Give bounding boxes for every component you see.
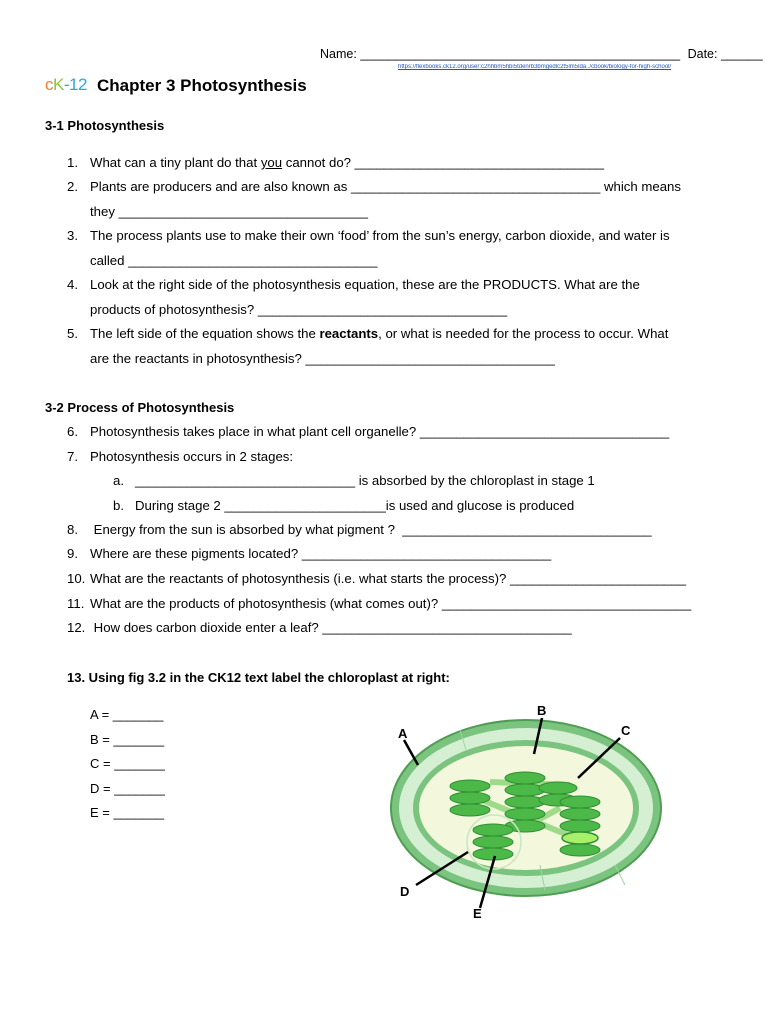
label-c-blank[interactable]: C = _______ bbox=[90, 756, 165, 771]
question-continuation[interactable]: called __________________________________ bbox=[90, 252, 378, 268]
question-text[interactable]: Plants are producers and are also known as __________________________________ which means bbox=[90, 179, 681, 194]
question-11 bbox=[67, 592, 692, 617]
diagram-letter-d: D bbox=[400, 884, 410, 899]
question-underlined-word: you bbox=[260, 155, 283, 170]
question-4 bbox=[67, 273, 640, 317]
question-continuation[interactable]: they __________________________________ bbox=[90, 203, 368, 219]
diagram-letter-c: C bbox=[621, 723, 631, 738]
question-number: 9. bbox=[67, 546, 78, 561]
question-1 bbox=[67, 151, 605, 176]
label-a-blank[interactable]: A = _______ bbox=[90, 707, 164, 722]
question-text: Photosynthesis occurs in 2 stages: bbox=[90, 449, 294, 464]
chloroplast-diagram bbox=[380, 690, 680, 930]
question-bold-word: reactants bbox=[319, 326, 379, 341]
question-number: 11. bbox=[67, 596, 85, 611]
page-title: Chapter 3 Photosynthesis bbox=[97, 76, 307, 95]
label-b-blank[interactable]: B = _______ bbox=[90, 732, 165, 747]
question-text[interactable]: What are the reactants of photosynthesis (i.e. what starts the process)? ________________________ bbox=[90, 571, 687, 586]
question-number: 5. bbox=[67, 326, 78, 341]
question-number: 1. bbox=[67, 155, 78, 170]
section-heading-3-1: 3-1 Photosynthesis bbox=[45, 118, 165, 133]
question-2 bbox=[67, 175, 681, 219]
question-number: 10. bbox=[67, 571, 86, 586]
question-text: Look at the right side of the photosynthesis equation, these are the PRODUCTS. What are the bbox=[90, 277, 640, 292]
question-12 bbox=[67, 616, 572, 641]
diagram-letter-e: E bbox=[473, 906, 482, 921]
question-text[interactable]: Photosynthesis takes place in what plant cell organelle? __________________________________ bbox=[90, 424, 670, 439]
name-blank[interactable]: ______________________________________________ bbox=[360, 47, 681, 61]
diagram-letter-b: B bbox=[537, 703, 547, 718]
diagram-letter-a: A bbox=[398, 726, 408, 741]
question-number: 7. bbox=[67, 449, 78, 464]
logo-c: c bbox=[45, 75, 53, 94]
header-name-line bbox=[320, 47, 763, 61]
question-text[interactable]: Where are these pigments located? __________________________________ bbox=[90, 546, 552, 561]
source-url-link[interactable]: https://flexbooks.ck12.org/user:c2hhbm5hbi5tdenrb3bmgedlc2t5lm5lda../cbook/biology-for-high-school/ bbox=[398, 64, 672, 70]
question-13-heading: 13. Using fig 3.2 in the CK12 text label the chloroplast at right: bbox=[67, 670, 450, 685]
question-7a bbox=[113, 469, 595, 494]
name-label: Name: bbox=[320, 47, 357, 61]
label-d-blank[interactable]: D = _______ bbox=[90, 781, 165, 796]
question-text[interactable]: Energy from the sun is absorbed by what pigment ? __________________________________ bbox=[90, 522, 652, 537]
question-number: 4. bbox=[67, 277, 78, 292]
question-number: 6. bbox=[67, 424, 78, 439]
question-text: What can a tiny plant do that bbox=[90, 155, 261, 170]
question-number: 12. bbox=[67, 620, 86, 635]
question-text: The process plants use to make their own ‘food’ from the sun’s energy, carbon dioxide, and water is bbox=[90, 228, 670, 243]
question-3 bbox=[67, 224, 670, 268]
question-6 bbox=[67, 420, 670, 445]
question-10 bbox=[67, 567, 687, 592]
section-heading-3-2: 3-2 Process of Photosynthesis bbox=[45, 400, 235, 415]
question-5 bbox=[67, 322, 669, 366]
question-continuation[interactable]: are the reactants in photosynthesis? __________________________________ bbox=[90, 350, 555, 366]
question-continuation[interactable]: products of photosynthesis? __________________________________ bbox=[90, 301, 508, 317]
question-7b bbox=[113, 494, 575, 519]
question-number: 8. bbox=[67, 522, 78, 537]
question-text: The left side of the equation shows the bbox=[90, 326, 320, 341]
logo-k: K bbox=[53, 75, 64, 94]
thylakoid-highlight bbox=[562, 832, 598, 844]
question-9 bbox=[67, 542, 552, 567]
question-number: 3. bbox=[67, 228, 78, 243]
ck12-logo bbox=[45, 75, 87, 95]
question-number: 2. bbox=[67, 179, 78, 194]
question-text[interactable]: What are the products of photosynthesis (what comes out)? __________________________________ bbox=[90, 596, 692, 611]
logo-12: -12 bbox=[63, 75, 87, 94]
question-letter: b. bbox=[113, 498, 124, 513]
question-answer-blank[interactable]: cannot do? __________________________________ bbox=[282, 155, 605, 170]
date-label: Date: bbox=[687, 47, 718, 61]
question-text[interactable]: During stage 2 ______________________is used and glucose is produced bbox=[135, 498, 575, 513]
date-blank[interactable]: ______ bbox=[720, 47, 763, 61]
question-letter: a. bbox=[113, 473, 124, 488]
question-8 bbox=[67, 518, 652, 543]
label-e-blank[interactable]: E = _______ bbox=[90, 805, 165, 820]
question-text-end: , or what is needed for the process to occur. What bbox=[378, 326, 669, 341]
question-text[interactable]: ______________________________ is absorbed by the chloroplast in stage 1 bbox=[135, 473, 595, 488]
question-7 bbox=[67, 445, 294, 470]
question-text[interactable]: How does carbon dioxide enter a leaf? __________________________________ bbox=[90, 620, 572, 635]
